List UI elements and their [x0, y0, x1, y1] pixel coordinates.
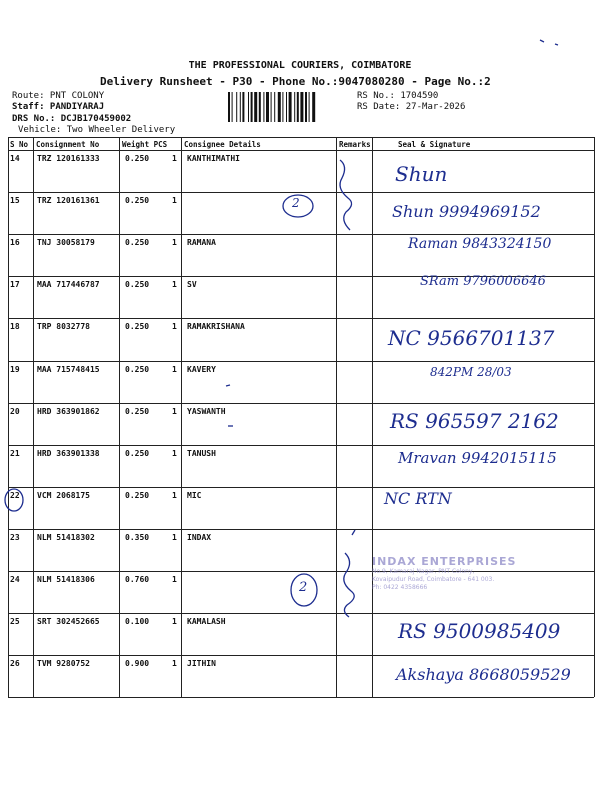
col-remarks: Remarks [339, 140, 371, 149]
col-consignment: Consignment No [36, 140, 100, 149]
row-consignee: TANUSH [187, 448, 216, 458]
row-consignment: TRZ 120161333 [37, 154, 100, 163]
tick-mark-2 [555, 44, 558, 45]
col-consignee: Consignee Details [184, 140, 261, 149]
row23-dash [352, 530, 355, 535]
row-pcs: 1 [172, 532, 177, 542]
row-sno: 17 [10, 280, 20, 290]
row-sno: 22 [10, 490, 20, 500]
signature: NC RTN [384, 488, 452, 508]
row-weight: 0.250 [125, 322, 150, 332]
col-seal-signature: Seal & Signature [398, 140, 471, 149]
row-weight: 0.250 [125, 238, 150, 248]
row-weight: 0.250 [125, 196, 150, 206]
row-pcs: 1 [172, 406, 177, 416]
stamp-line1: No.9, Kamaraj Nagar, PNT Colony, [372, 568, 475, 575]
row-consignment: NLM 51418306 [37, 575, 95, 584]
signature: Shun 9994969152 [392, 202, 541, 222]
vehicle-label: Vehicle: Two Wheeler Delivery [18, 125, 176, 135]
signature: RS 9500985409 [398, 619, 561, 644]
row-consignment: MAA 715748415 [37, 364, 100, 374]
row-consignment: TRP 8032778 [37, 322, 90, 332]
row-weight: 0.250 [125, 490, 150, 500]
row-consignment: TNJ 30058179 [37, 238, 95, 248]
remark-mark-24: 2 [299, 580, 308, 595]
row-consignment: TRZ 120161361 [37, 196, 100, 206]
row-consignee: KANTHIMATHI [187, 154, 240, 163]
runsheet-subtitle: Delivery Runsheet - P30 - Phone No.:9047080280 - Page No.:2 [100, 75, 491, 88]
row-consignee: INDAX [187, 532, 212, 542]
signature: NC 9566701137 [388, 326, 555, 351]
row-weight: 0.250 [125, 406, 150, 416]
row-sno: 18 [10, 322, 20, 332]
row-pcs: 1 [172, 196, 177, 206]
row-sno: 26 [10, 659, 20, 669]
row-pcs: 1 [172, 154, 177, 163]
kavery-dash [226, 385, 230, 386]
row-consignment: HRD 363901338 [37, 448, 100, 458]
row-consignee: KAMALASH [187, 617, 226, 627]
row22-circle [5, 489, 23, 511]
signature: 842PM 28/03 [430, 364, 512, 379]
rs-date: RS Date: 27-Mar-2026 [357, 102, 466, 112]
signature: Shun [395, 162, 448, 186]
rs-number: RS No.: 1704590 [357, 91, 439, 101]
remark-brace-23-24 [344, 553, 354, 617]
row-consignee: SV [187, 280, 197, 290]
stamp-line3: Ph: 0422 4358666 [372, 584, 428, 591]
row-consignment: HRD 363901862 [37, 406, 100, 416]
stamp-name: INDAX ENTERPRISES [372, 555, 517, 568]
row-pcs: 1 [172, 364, 177, 374]
row-weight: 0.900 [125, 659, 150, 669]
row-consignee: YASWANTH [187, 406, 226, 416]
row-pcs: 1 [172, 490, 177, 500]
signature: Raman 9843324150 [408, 236, 552, 253]
row-sno: 25 [10, 617, 20, 627]
signature: Akshaya 8668059529 [396, 665, 571, 685]
row-pcs: 1 [172, 238, 177, 248]
row-sno: 16 [10, 238, 20, 248]
row-pcs: 1 [172, 659, 177, 669]
row-sno: 21 [10, 448, 20, 458]
staff-label: Staff: PANDIYARAJ [12, 102, 105, 112]
row-consignee: MIC [187, 490, 202, 500]
row-sno: 24 [10, 575, 20, 584]
row-consignee: JITHIN [187, 659, 216, 669]
row-consignee: RAMAKRISHANA [187, 322, 245, 332]
drs-number: DRS No.: DCJB170459002 [12, 114, 132, 124]
row-sno: 14 [10, 154, 20, 163]
company-title: THE PROFESSIONAL COURIERS, COIMBATORE [188, 60, 412, 71]
row-weight: 0.100 [125, 617, 150, 627]
signature: SRam 9796006646 [420, 274, 546, 290]
row-weight: 0.760 [125, 575, 150, 584]
row-sno: 20 [10, 406, 20, 416]
row-weight: 0.250 [125, 364, 150, 374]
signature: RS 965597 2162 [390, 408, 559, 433]
col-weight-pcs: Weight PCS [122, 140, 168, 149]
remark-mark-15: 2 [292, 196, 300, 210]
tick-mark [540, 40, 544, 42]
row-consignment: NLM 51418302 [37, 532, 95, 542]
row-consignment: MAA 717446787 [37, 280, 100, 290]
row-sno: 23 [10, 532, 20, 542]
row-weight: 0.250 [125, 154, 150, 163]
row-pcs: 1 [172, 448, 177, 458]
route-label: Route: PNT COLONY [12, 91, 105, 101]
row-consignment: SRT 302452665 [37, 617, 100, 627]
row-consignment: VCM 2068175 [37, 490, 90, 500]
row-pcs: 1 [172, 280, 177, 290]
stamp-line2: Kovaipudur Road, Coimbatore - 641 003. [372, 576, 495, 583]
col-sno: S No [10, 140, 29, 149]
row-pcs: 1 [172, 575, 177, 584]
row-weight: 0.250 [125, 448, 150, 458]
row-weight: 0.250 [125, 280, 150, 290]
row-sno: 15 [10, 196, 20, 206]
row-pcs: 1 [172, 322, 177, 332]
row-consignee: KAVERY [187, 364, 216, 374]
row-sno: 19 [10, 364, 20, 374]
row-consignee: RAMANA [187, 238, 216, 248]
remark-brace-14-15 [340, 160, 352, 230]
row-consignment: TVM 9280752 [37, 659, 90, 669]
row-weight: 0.350 [125, 532, 150, 542]
signature: Mravan 9942015115 [398, 448, 557, 467]
row-pcs: 1 [172, 617, 177, 627]
